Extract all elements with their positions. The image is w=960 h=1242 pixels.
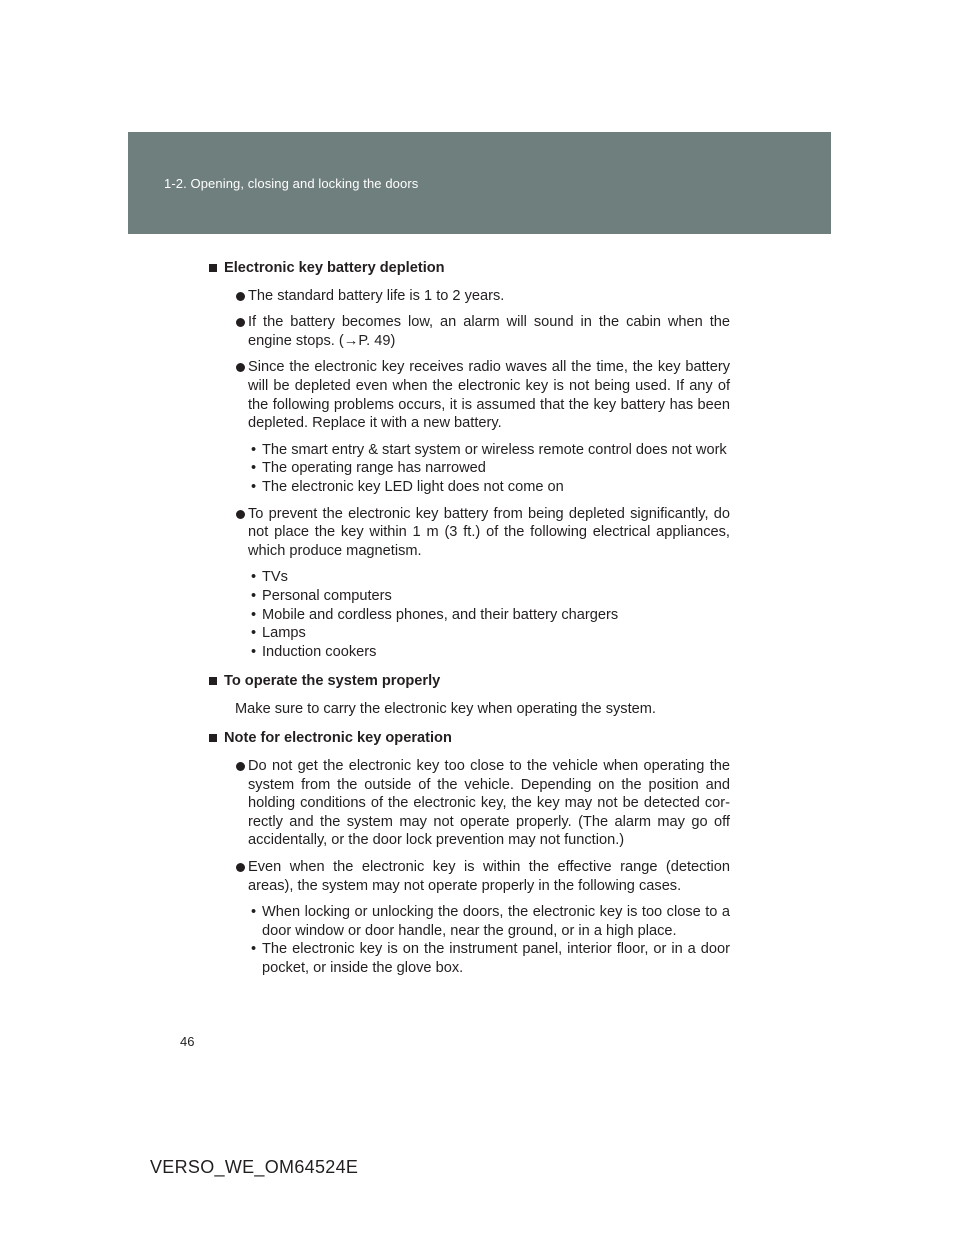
paragraph xyxy=(208,505,730,561)
paragraph xyxy=(208,358,730,432)
paragraph-text: Do not get the electronic key too close to the vehicle when operating the system from the outside of the vehicle. Depending on the position and holding conditions of the electronic key, the key may not be detected cor-rectly and the system may not operate properly. (The alarm may go off accidentally, or the door lock prevention may not function.) xyxy=(248,758,730,849)
list-item xyxy=(251,568,730,587)
list-item-text: TVs xyxy=(262,569,288,586)
circle-bullet-icon xyxy=(236,762,245,771)
square-bullet-icon xyxy=(209,677,217,685)
section-key-operation-note xyxy=(208,729,730,977)
paragraph-text: Since the electronic key receives radio waves all the time, the key battery will be depleted even when the electronic key is not being used. If any of the following problems occurs, it is assumed that the key battery has been depleted. Replace it with a new battery. xyxy=(248,359,730,432)
list-item-text: When locking or unlocking the doors, the electronic key is too close to a door window or door handle, near the ground, or in a high place. xyxy=(262,904,730,939)
list-item xyxy=(251,643,730,662)
bullet-dot-icon: • xyxy=(251,569,257,586)
section-heading-text: Note for electronic key operation xyxy=(224,730,452,747)
circle-bullet-icon xyxy=(236,363,245,372)
bullet-dot-icon: • xyxy=(251,643,257,660)
paragraph-text: To prevent the electronic key battery from being depleted significantly, do not place the key within 1 m (3 ft.) of the following electrical appliances, which produce magnetism. xyxy=(248,505,730,559)
circle-bullet-icon xyxy=(236,863,245,872)
paragraph-text: The standard battery life is 1 to 2 years. xyxy=(248,287,505,304)
problem-list xyxy=(208,441,730,497)
chapter-title: 1-2. Opening, closing and locking the doors xyxy=(164,176,419,191)
list-item-text: Mobile and cordless phones, and their battery chargers xyxy=(262,606,619,623)
section-heading-text: Electronic key battery depletion xyxy=(224,260,445,276)
list-item-text: The electronic key LED light does not come on xyxy=(262,478,564,495)
section-operate-properly xyxy=(208,672,730,718)
paragraph-text: Make sure to carry the electronic key when operating the system. xyxy=(235,700,656,717)
bullet-dot-icon: • xyxy=(251,460,257,477)
list-item xyxy=(251,624,730,643)
square-bullet-icon xyxy=(209,734,217,742)
list-item xyxy=(251,459,730,478)
list-item xyxy=(251,606,730,625)
paragraph xyxy=(208,287,730,306)
chapter-header-band xyxy=(128,132,831,234)
section-heading xyxy=(208,672,730,691)
appliance-list xyxy=(208,568,730,661)
list-item-text: The smart entry & start system or wireless remote control does not work xyxy=(262,441,727,458)
list-item xyxy=(251,903,730,940)
bullet-dot-icon: • xyxy=(251,606,257,623)
list-item-text: Lamps xyxy=(262,625,306,642)
page-content xyxy=(208,259,730,989)
document-code: VERSO_WE_OM64524E xyxy=(150,1157,359,1177)
list-item xyxy=(251,940,730,977)
square-bullet-icon xyxy=(209,264,217,272)
bullet-dot-icon: • xyxy=(251,478,257,495)
page-number: 46 xyxy=(180,1034,195,1049)
list-item-text: Personal computers xyxy=(262,587,392,604)
list-item-text: The electronic key is on the instrument panel, interior floor, or in a door pocket, or inside the glove box. xyxy=(262,941,730,976)
paragraph-text: If the battery becomes low, an alarm will sound in the cabin when the engine stops. (→P. 49) xyxy=(248,314,730,349)
list-item-text: The operating range has narrowed xyxy=(262,460,486,477)
list-item xyxy=(251,478,730,497)
paragraph xyxy=(208,313,730,350)
section-heading xyxy=(208,259,730,278)
bullet-dot-icon: • xyxy=(251,904,257,921)
bullet-dot-icon: • xyxy=(251,441,257,458)
section-heading xyxy=(208,729,730,748)
circle-bullet-icon xyxy=(236,510,245,519)
circle-bullet-icon xyxy=(236,292,245,301)
case-list xyxy=(208,903,730,977)
bullet-dot-icon: • xyxy=(251,587,257,604)
list-item xyxy=(251,441,730,460)
bullet-dot-icon: • xyxy=(251,941,257,958)
bullet-dot-icon: • xyxy=(251,625,257,642)
list-item-text: Induction cookers xyxy=(262,643,377,660)
paragraph-text: Even when the electronic key is within the effective range (detection areas), the system may not operate properly in the following cases. xyxy=(248,859,730,894)
paragraph xyxy=(208,757,730,850)
list-item xyxy=(251,587,730,606)
section-heading-text: To operate the system properly xyxy=(224,673,441,690)
circle-bullet-icon xyxy=(236,318,245,327)
paragraph xyxy=(208,858,730,895)
section-battery-depletion xyxy=(208,259,730,661)
